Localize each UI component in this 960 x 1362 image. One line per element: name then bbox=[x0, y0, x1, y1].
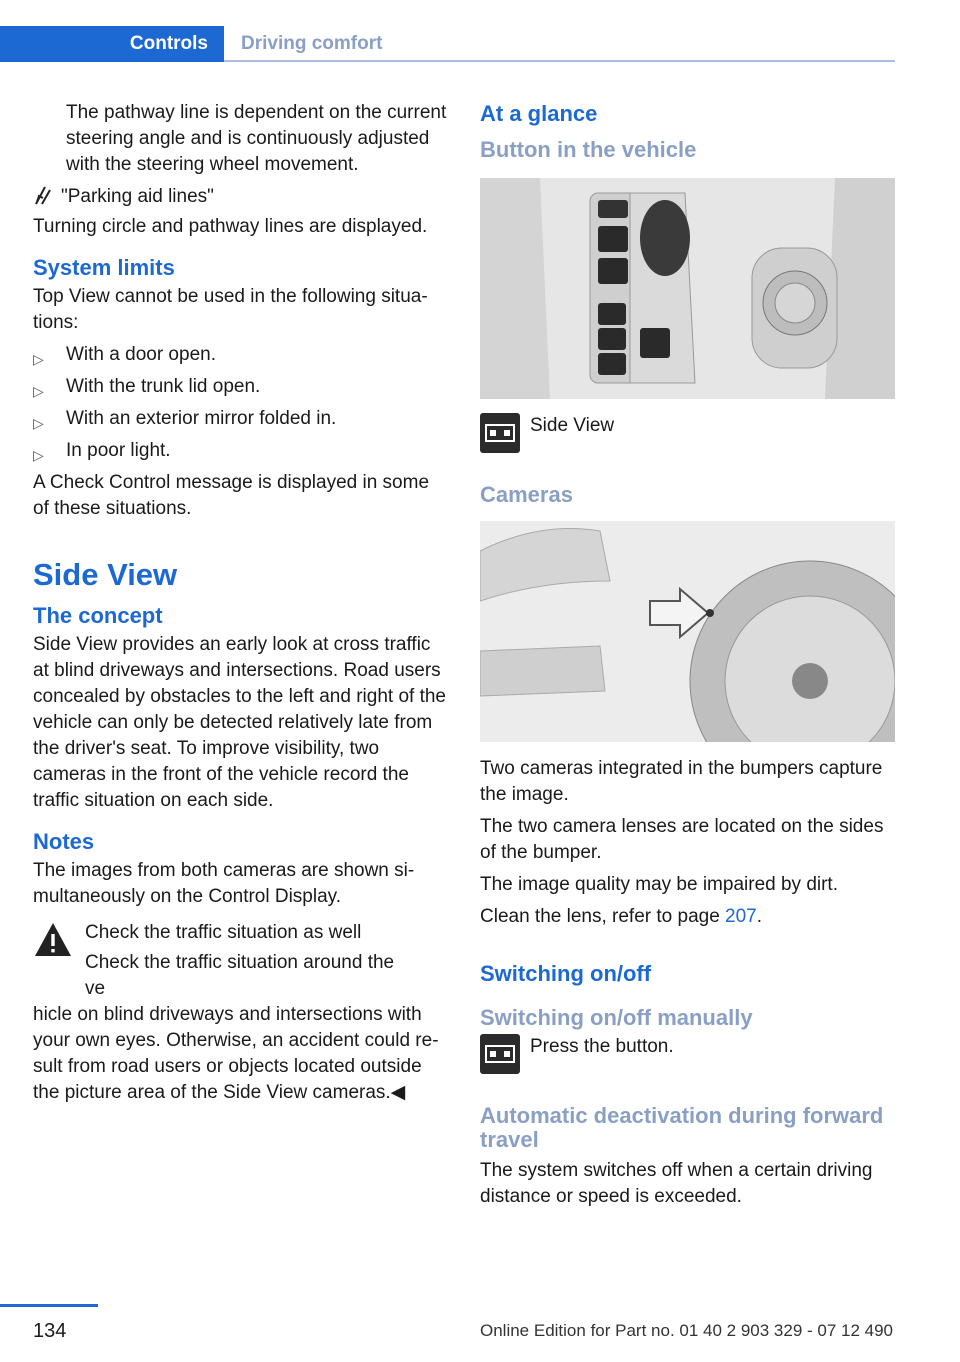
concept-heading: The concept bbox=[33, 603, 163, 628]
cameras-text-2: The two camera lenses are located on the sides of the bumper. bbox=[480, 816, 884, 863]
footer-rule bbox=[0, 1304, 98, 1307]
warning-triangle-icon bbox=[33, 920, 73, 960]
list-item: ▷ With a door open. bbox=[33, 342, 448, 368]
parking-lines-icon bbox=[33, 184, 61, 214]
tab-controls[interactable]: Controls bbox=[0, 26, 224, 62]
warning-text-first: Check the traffic situation around the ve bbox=[85, 952, 395, 999]
list-item: ▷ In poor light. bbox=[33, 438, 448, 464]
bullet-triangle-icon: ▷ bbox=[33, 351, 44, 367]
cameras-heading: Cameras bbox=[480, 482, 573, 507]
right-column bbox=[480, 100, 895, 1216]
list-item: ▷ With an exterior mirror folded in. bbox=[33, 406, 448, 432]
warning-text-rest: hicle on blind driveways and intersections with your own eyes. Otherwise, an accident could result from road users or objects located outside the picture area of the Side View cameras.◀ bbox=[33, 1004, 439, 1103]
bumper-camera-image bbox=[480, 521, 895, 742]
warning-block bbox=[33, 920, 448, 1002]
bullet-triangle-icon: ▷ bbox=[33, 415, 44, 431]
cameras-text-3: The image quality may be impaired by dirt. bbox=[480, 874, 838, 895]
list-item: ▷ With the trunk lid open. bbox=[33, 374, 448, 400]
tab-driving-comfort[interactable]: Driving comfort bbox=[241, 33, 383, 54]
page-number: 134 bbox=[33, 1320, 67, 1342]
edition-footer: Online Edition for Part no. 01 40 2 903 329 - 07 12 490 bbox=[480, 1321, 894, 1340]
parking-aid-text: Turning circle and pathway lines are displayed. bbox=[33, 216, 428, 237]
page-reference-link[interactable]: 207 bbox=[725, 906, 757, 927]
auto-deactivation-text: The system switches off when a certain driving distance or speed is exceeded. bbox=[480, 1160, 873, 1207]
side-view-camera-icon[interactable] bbox=[480, 1034, 520, 1074]
parking-aid-line bbox=[33, 184, 448, 214]
page-header bbox=[0, 26, 895, 62]
system-limits-text: Top View cannot be used in the following situations: bbox=[33, 286, 428, 333]
header-rule bbox=[224, 60, 895, 62]
warning-title: Check the traffic situation as well bbox=[85, 922, 362, 943]
notes-text: The images from both cameras are shown simultaneously on the Control Display. bbox=[33, 860, 415, 907]
section-title: Side View bbox=[33, 557, 178, 592]
parking-aid-label: "Parking aid lines" bbox=[61, 186, 214, 207]
concept-text: Side View provides an early look at cross traffic at blind driveways and intersections. Road users concealed by obstacles to the left and right of the vehicle can only be detected relatively late from the driver's seat. To improve visibility, two cameras in the front of the vehicle record the traffic situation on each side. bbox=[33, 634, 446, 811]
check-control-text: A Check Control message is displayed in some of these situations. bbox=[33, 472, 430, 519]
side-view-button-row bbox=[480, 413, 895, 453]
switching-heading: Switching on/off bbox=[480, 961, 652, 986]
system-limits-heading: System limits bbox=[33, 255, 175, 280]
side-view-label: Side View bbox=[530, 415, 615, 436]
auto-deactivation-heading: Automatic deactivation during forward travel bbox=[480, 1103, 884, 1152]
press-button-row bbox=[480, 1034, 895, 1074]
bullet-triangle-icon: ▷ bbox=[33, 447, 44, 463]
pathway-intro: The pathway line is dependent on the current steering angle and is continuously adjusted with the steering wheel movement. bbox=[66, 102, 447, 175]
manual-heading: Switching on/off manually bbox=[480, 1005, 753, 1030]
side-view-camera-icon[interactable] bbox=[480, 413, 520, 453]
cameras-text-1: Two cameras integrated in the bumpers capture the image. bbox=[480, 758, 883, 805]
center-console-image bbox=[480, 178, 895, 399]
bullet-triangle-icon: ▷ bbox=[33, 383, 44, 399]
notes-heading: Notes bbox=[33, 829, 95, 854]
left-column bbox=[33, 100, 448, 1112]
limits-list bbox=[33, 342, 448, 464]
clean-lens-text: Clean the lens, refer to page 207. bbox=[480, 906, 763, 927]
button-heading: Button in the vehicle bbox=[480, 137, 697, 162]
press-button-text: Press the button. bbox=[530, 1036, 674, 1057]
at-a-glance-heading: At a glance bbox=[480, 101, 598, 126]
